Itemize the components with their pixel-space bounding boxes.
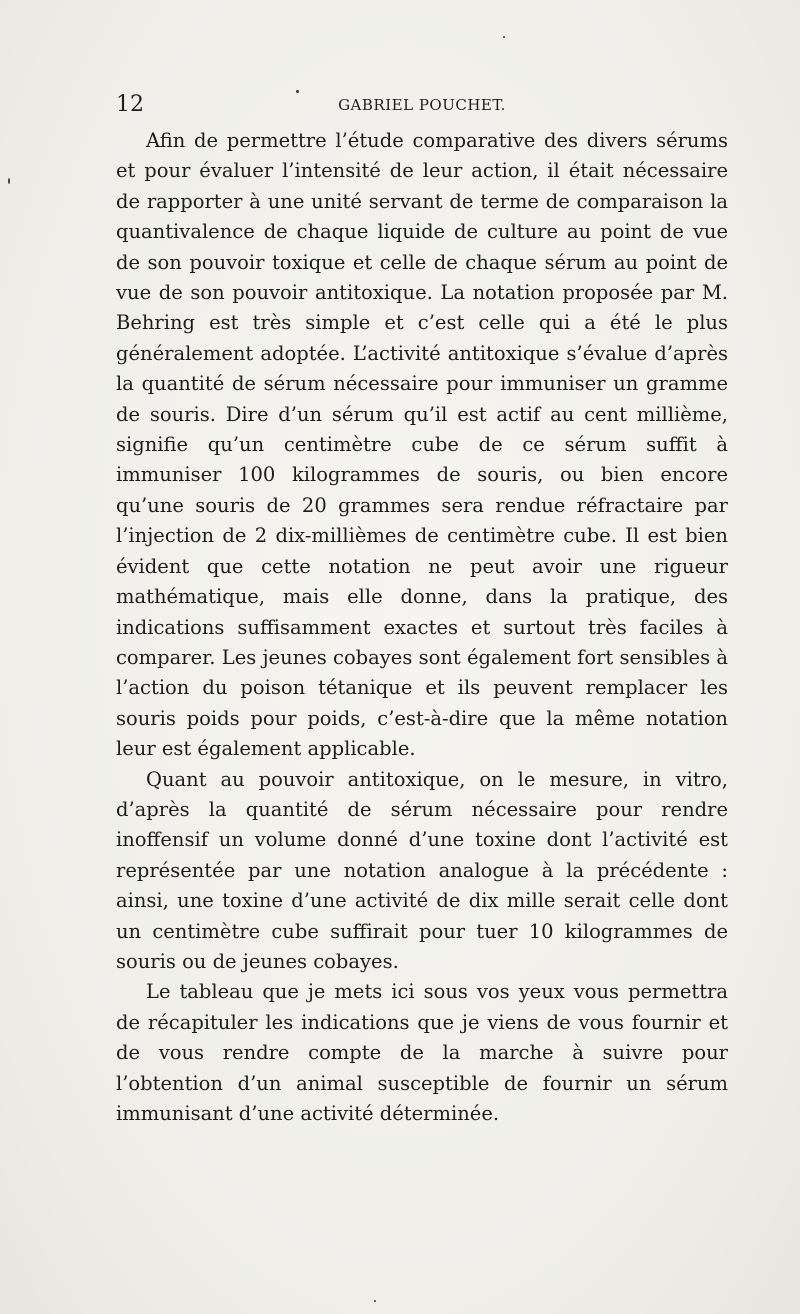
paragraph-3: Le tableau que je mets ici sous vos yeux vous permettra de récapituler les indications que je viens de vous fournir et de vous rendre compte de la marche à suivre pour l’obtention d’un animal susceptible de fournir un sérum immunisant d’une activité déterminée. — [116, 980, 728, 1125]
ink-speck — [296, 90, 299, 93]
body-text — [116, 126, 728, 1129]
paragraph-2: Quant au pouvoir antitoxique, on le mesure, in vitro, d’après la quantité de sérum nécessaire pour rendre inoffensif un volume donné d’une toxine dont l’activité est représentée par une notation analogue à la précédente : ainsi, une toxine d’une activité de dix mille serait celle dont un centimètre cube suffirait pour tuer 10 kilogrammes de souris ou de jeunes cobayes. — [116, 767, 728, 973]
page-header — [116, 92, 728, 118]
ink-speck — [374, 1300, 376, 1302]
ink-speck — [8, 178, 10, 184]
ink-speck — [503, 36, 505, 38]
page-number: 12 — [116, 92, 144, 117]
running-head: GABRIEL POUCHET. — [338, 96, 506, 114]
paragraph-1: Afin de permettre l’étude comparative des divers sérums et pour évaluer l’intensité de leur action, il était nécessaire de rapporter à une unité servant de terme de comparaison la quantivalence de chaque liquide de culture au point de vue de son pouvoir toxique et celle de chaque sérum au point de vue de son pouvoir antitoxique. La notation proposée par M. Behring est très simple et c’est celle qui a été le plus généralement adoptée. L’activité antitoxique s’évalue d’après la quantité de sérum nécessaire pour immuniser un gramme de souris. Dire d’un sérum qu’il est actif au cent millième, signifie qu’un centimètre cube de ce sérum suffit à immuniser 100 kilogrammes de souris, ou bien encore qu’une souris de 20 grammes sera rendue réfractaire par l’injection de 2 dix-millièmes de centimètre cube. Il est bien évident que cette notation ne peut avoir une rigueur mathématique, mais elle donne, dans la pratique, des indications suffisamment exactes et surtout très faciles à comparer. Les jeunes cobayes sont également fort sensibles à l’action du poison tétanique et ils peuvent remplacer les souris poids pour poids, c’est-à-dire que la même notation leur est également applicable. — [116, 129, 728, 761]
